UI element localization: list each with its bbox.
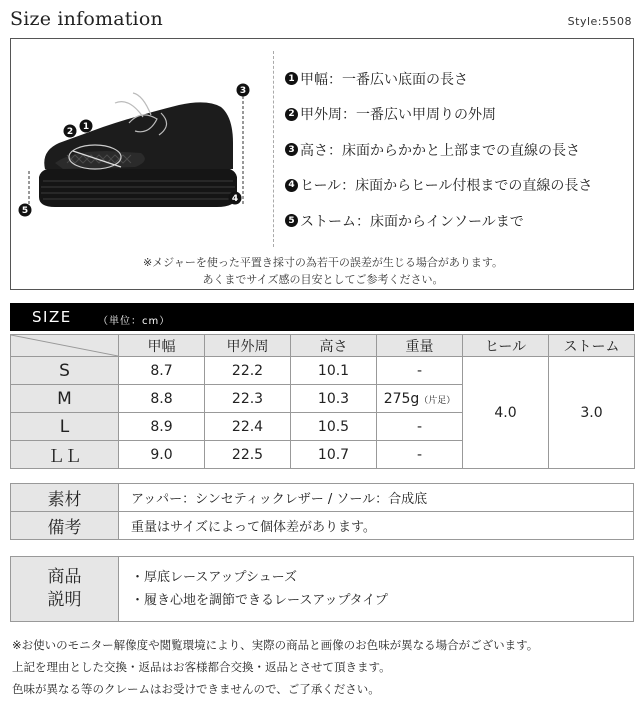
footer-line-3: 色味が異なる等のクレームはお受けできませんので、ご了承ください。 [12, 682, 380, 696]
definition-3-text: 高さ：床面からかかと上部までの直線の長さ [300, 142, 580, 159]
material-label: 素材 [11, 484, 119, 512]
number-4-icon: 4 [285, 179, 298, 192]
measurement-note-line2: あくまでサイズ感の目安としてご参考ください。 [202, 273, 444, 286]
marker-2 [64, 125, 77, 138]
header-weight: 重量 [377, 335, 463, 357]
girth-cell: 22.5 [205, 441, 291, 469]
weight-cell: - [377, 357, 463, 385]
size-label: L [11, 413, 119, 441]
heel-cell: 4.0 [463, 357, 549, 469]
style-number: Style:5508 [567, 15, 632, 28]
marker-4 [229, 192, 242, 205]
girth-cell: 22.3 [205, 385, 291, 413]
definition-1-text: 甲幅：一番広い底面の長さ [300, 71, 468, 88]
table-row [11, 357, 635, 385]
marker-1-label: 1 [82, 122, 90, 132]
size-label: ＬＬ [11, 441, 119, 469]
storm-cell: 3.0 [549, 357, 635, 469]
definition-3 [285, 132, 630, 168]
remarks-row [11, 512, 634, 540]
size-unit-label: （単位：cm） [98, 316, 171, 327]
size-table-corner [11, 335, 119, 357]
number-1-icon: 1 [285, 72, 298, 85]
weight-cell: - [377, 441, 463, 469]
size-table-header-row [11, 335, 635, 357]
product-label [11, 557, 119, 621]
page-title: Size infomation [10, 8, 163, 30]
size-section-bar [10, 303, 634, 331]
header-heel: ヒール [463, 335, 549, 357]
definition-2 [285, 97, 630, 133]
shoe-illustration [11, 39, 265, 253]
product-line-2: ・履き心地を調節できるレースアップタイプ [131, 593, 388, 608]
size-section-label: SIZE [32, 308, 72, 326]
width-cell: 8.9 [119, 413, 205, 441]
header-girth: 甲外周 [205, 335, 291, 357]
remarks-label: 備考 [11, 512, 119, 540]
height-cell: 10.3 [291, 385, 377, 413]
material-table [10, 483, 634, 540]
material-value: アッパー：シンセティックレザー / ソール：合成底 [119, 484, 634, 512]
width-cell: 9.0 [119, 441, 205, 469]
product-description [10, 556, 634, 622]
marker-2-label: 2 [66, 127, 74, 137]
weight-value: 275g [383, 390, 420, 407]
measurement-definitions [285, 61, 630, 239]
width-cell: 8.7 [119, 357, 205, 385]
material-row [11, 484, 634, 512]
weight-note: （片足） [419, 395, 456, 406]
height-cell: 10.7 [291, 441, 377, 469]
definition-4 [285, 168, 630, 204]
definition-5 [285, 203, 630, 239]
header-storm: ストーム [549, 335, 635, 357]
marker-4-label: 4 [231, 194, 239, 204]
width-cell: 8.8 [119, 385, 205, 413]
product-line-1: ・厚底レースアップシューズ [131, 570, 298, 585]
definition-1 [285, 61, 630, 97]
page-header [0, 0, 644, 34]
footer-line-1: ※お使いのモニター解像度や閲覧環境により、実際の商品と画像のお色味が異なる場合がございます。 [12, 638, 539, 652]
product-lines [131, 566, 388, 612]
number-2-icon: 2 [285, 108, 298, 121]
marker-3 [237, 84, 250, 97]
definition-4-text: ヒール：床面からヒール付根までの直線の長さ [300, 178, 593, 195]
size-label: S [11, 357, 119, 385]
footer-line-2: 上記を理由とした交換・返品はお客様都合交換・返品とさせて頂きます。 [12, 660, 391, 674]
definition-5-text: ストーム：床面からインソールまで [300, 213, 524, 230]
marker-5 [19, 204, 32, 217]
footer-notes [12, 634, 538, 700]
girth-cell: 22.2 [205, 357, 291, 385]
product-label-line2: 説明 [47, 590, 82, 610]
definition-2-text: 甲外周：一番広い甲周りの外周 [300, 107, 496, 124]
weight-cell: - [377, 413, 463, 441]
marker-3-label: 3 [239, 86, 247, 96]
product-label-line1: 商品 [47, 567, 82, 587]
size-info-panel [10, 38, 634, 290]
girth-cell: 22.4 [205, 413, 291, 441]
header-width: 甲幅 [119, 335, 205, 357]
marker-5-label: 5 [21, 206, 29, 216]
marker-1 [80, 120, 93, 133]
shoe-diagram [11, 39, 265, 253]
number-5-icon: 5 [285, 214, 298, 227]
corner-diagonal [11, 335, 118, 356]
number-3-icon: 3 [285, 143, 298, 156]
size-table [10, 334, 635, 469]
measurement-note-line1: ※メジャーを使った平置き採寸の為若干の誤差が生じる場合があります。 [142, 256, 504, 269]
height-cell: 10.5 [291, 413, 377, 441]
height-cell: 10.1 [291, 357, 377, 385]
header-height: 高さ [291, 335, 377, 357]
panel-divider [273, 51, 274, 247]
size-label: M [11, 385, 119, 413]
remarks-value: 重量はサイズによって個体差があります。 [119, 512, 634, 540]
weight-cell [377, 385, 463, 413]
